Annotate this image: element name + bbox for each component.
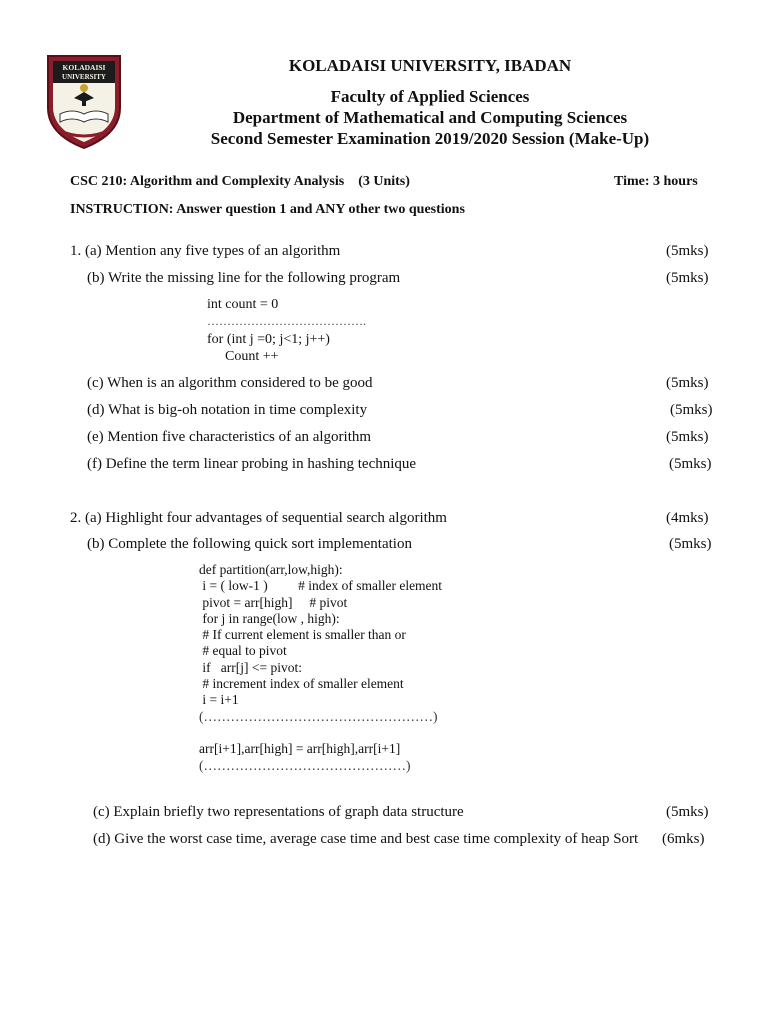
- course-title: CSC 210: Algorithm and Complexity Analysis (3 Units): [70, 174, 410, 189]
- q2-d-marks: (6mks): [662, 831, 705, 847]
- q1-d-marks: (5mks): [670, 402, 713, 418]
- q1-c: (c) When is an algorithm considered to be good: [87, 375, 373, 391]
- q2-code-line: if arr[j] <= pivot:: [199, 660, 302, 675]
- q1-a-marks: (5mks): [666, 243, 709, 259]
- q2-b: (b) Complete the following quick sort implementation: [87, 536, 412, 552]
- q1-a: 1. (a) Mention any five types of an algorithm: [70, 243, 341, 259]
- q1-d: (d) What is big-oh notation in time complexity: [87, 402, 368, 418]
- q1-e-marks: (5mks): [666, 429, 709, 445]
- q1-b: (b) Write the missing line for the following program: [87, 270, 401, 286]
- q2-code-line: # If current element is smaller than or: [199, 627, 406, 642]
- q1-f: (f) Define the term linear probing in hashing technique: [87, 456, 417, 472]
- q2-code-line: for j in range(low , high):: [199, 611, 340, 626]
- logo-text-bottom: UNIVERSITY: [62, 73, 106, 81]
- q1-code-line3: for (int j =0; j<1; j++): [207, 332, 330, 347]
- q2-code-line: # increment index of smaller element: [199, 676, 404, 691]
- q2-a: 2. (a) Highlight four advantages of sequential search algorithm: [70, 510, 447, 526]
- q1-f-marks: (5mks): [669, 456, 712, 472]
- university-name: KOLADAISI UNIVERSITY, IBADAN: [288, 56, 572, 75]
- q2-code-blank: (………………………………………): [199, 758, 411, 773]
- q2-c-marks: (5mks): [666, 804, 709, 820]
- q2-code-line: def partition(arr,low,high):: [199, 562, 343, 577]
- q1-b-marks: (5mks): [666, 270, 709, 286]
- q2-c: (c) Explain briefly two representations of graph data structure: [93, 804, 464, 820]
- q2-code-line: arr[i+1],arr[high] = arr[high],arr[i+1]: [199, 741, 401, 756]
- q1-e: (e) Mention five characteristics of an algorithm: [87, 429, 372, 445]
- q1-code-line1: int count = 0: [207, 297, 279, 312]
- instruction: INSTRUCTION: Answer question 1 and ANY other two questions: [70, 202, 465, 217]
- q2-code-line: i = ( low-1 ) # index of smaller element: [199, 578, 443, 593]
- q2-code-line: i = i+1: [199, 692, 239, 707]
- department-name: Department of Mathematical and Computing Sciences: [232, 108, 628, 127]
- q2-a-marks: (4mks): [666, 510, 709, 526]
- q2-b-marks: (5mks): [669, 536, 712, 552]
- faculty-name: Faculty of Applied Sciences: [330, 87, 530, 106]
- q1-code-line2: ………………………………….: [207, 314, 366, 328]
- q2-d: (d) Give the worst case time, average case time and best case time complexity of heap Sort: [93, 831, 639, 847]
- q2-code-line: pivot = arr[high] # pivot: [199, 595, 348, 610]
- exam-time: Time: 3 hours: [614, 174, 698, 189]
- q2-code-line: # equal to pivot: [199, 643, 287, 658]
- q1-c-marks: (5mks): [666, 375, 709, 391]
- q1-code-line4: Count ++: [225, 349, 279, 364]
- logo-text-top: KOLADAISI: [62, 63, 106, 72]
- q2-code-blank: (……………………………………………): [199, 709, 438, 724]
- exam-session: Second Semester Examination 2019/2020 Session (Make-Up): [210, 129, 650, 148]
